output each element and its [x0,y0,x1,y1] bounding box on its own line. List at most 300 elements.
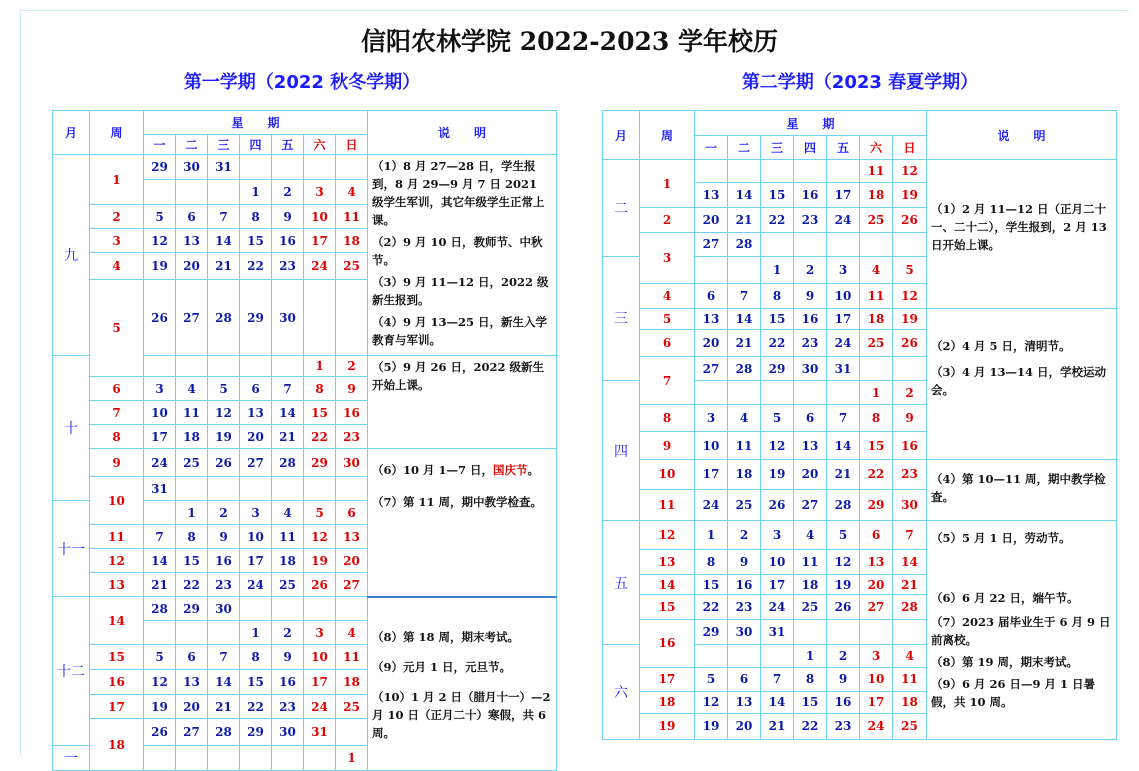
week-number: 4 [90,253,144,280]
day-cell: 27 [176,719,208,746]
day-cell: 30 [208,597,240,621]
page-title: 信阳农林学院 2022-2023 学年校历 [361,27,778,56]
day-cell: 28 [893,595,927,620]
week-number: 17 [90,695,144,719]
day-cell: 4 [336,621,368,645]
day-cell: 8 [695,549,728,574]
note-item: （4）9 月 13—25 日，新生入学教育与军训。 [372,315,548,347]
header-day-5: 五 [827,136,860,160]
week-number: 15 [640,595,695,620]
day-cell: 3 [761,520,794,549]
day-cell: 8 [860,405,893,432]
notes-block-4 [368,597,557,771]
day-cell: 17 [695,459,728,489]
day-cell: 27 [695,357,728,381]
day-cell [761,232,794,256]
day-cell: 23 [728,595,761,620]
day-cell: 23 [827,713,860,739]
header-day-7: 日 [336,135,368,155]
header-weekday-group: 星 期 [144,111,368,135]
month-cell: 十 [53,356,90,501]
day-cell: 4 [794,520,827,549]
day-cell: 27 [176,280,208,356]
day-cell: 1 [695,520,728,549]
day-cell: 15 [794,691,827,713]
day-cell: 27 [860,595,893,620]
week-number: 2 [640,208,695,232]
day-cell: 30 [272,719,304,746]
header-day-2: 二 [176,135,208,155]
day-cell: 18 [176,425,208,449]
day-cell: 4 [176,377,208,401]
day-cell: 18 [272,549,304,573]
day-cell: 27 [336,573,368,597]
week-number: 11 [90,525,144,549]
day-cell: 4 [728,405,761,432]
day-cell: 19 [827,575,860,595]
day-cell [761,160,794,183]
note-item: （8）第 19 周，期末考试。 [931,654,1079,669]
week-number: 10 [90,477,144,525]
day-cell: 1 [860,381,893,405]
day-cell: 19 [695,713,728,739]
day-cell: 14 [144,549,176,573]
day-cell [728,256,761,283]
day-cell: 13 [728,691,761,713]
week-number: 9 [90,449,144,477]
day-cell: 2 [794,256,827,283]
calendar-row [603,308,1117,329]
day-cell: 3 [240,501,272,525]
day-cell: 19 [893,308,927,329]
day-cell: 13 [794,432,827,459]
day-cell: 9 [208,525,240,549]
note-item: （1）8 月 27—28 日，学生报到，8 月 29—9 月 7 日 2021 级学生军训，其它年级学生正常上课。 [372,159,545,227]
day-cell: 22 [860,459,893,489]
day-cell [304,746,336,771]
day-cell: 26 [144,280,176,356]
national-day-holiday: 国庆节 [493,463,528,477]
day-cell: 21 [728,208,761,232]
day-cell: 6 [240,377,272,401]
day-cell: 12 [893,160,927,183]
day-cell: 31 [208,155,240,180]
semester2-calendar-table [602,110,1117,740]
day-cell [240,477,272,501]
day-cell: 6 [728,667,761,691]
day-cell: 26 [144,719,176,746]
day-cell: 8 [761,283,794,308]
day-cell: 1 [761,256,794,283]
day-cell [240,746,272,771]
day-cell: 14 [728,308,761,329]
day-cell: 31 [304,719,336,746]
calendar-row [603,459,1117,489]
week-number: 1 [90,155,144,205]
day-cell: 15 [240,670,272,695]
page-frame-left [20,10,21,755]
day-cell: 23 [336,425,368,449]
day-cell: 26 [893,329,927,356]
day-cell: 25 [794,595,827,620]
day-cell: 26 [208,449,240,477]
week-number: 6 [90,377,144,401]
day-cell: 5 [695,667,728,691]
day-cell: 16 [728,575,761,595]
day-cell: 14 [761,691,794,713]
day-cell [176,356,208,377]
day-cell: 2 [728,520,761,549]
day-cell: 12 [695,691,728,713]
day-cell [336,155,368,180]
day-cell: 9 [794,283,827,308]
note-text: 。 [527,463,540,477]
day-cell: 4 [860,256,893,283]
day-cell: 31 [827,357,860,381]
day-cell: 29 [860,489,893,520]
day-cell: 30 [893,489,927,520]
day-cell: 13 [860,549,893,574]
note-item: （8）第 18 周，期末考试。 [372,629,520,644]
day-cell: 10 [695,432,728,459]
day-cell [176,180,208,205]
day-cell [208,746,240,771]
day-cell: 17 [144,425,176,449]
day-cell [860,357,893,381]
day-cell: 30 [336,449,368,477]
day-cell [695,381,728,405]
day-cell: 20 [728,713,761,739]
day-cell: 5 [761,405,794,432]
day-cell: 19 [144,695,176,719]
day-cell: 15 [304,401,336,425]
day-cell: 6 [860,520,893,549]
day-cell: 13 [176,670,208,695]
month-cell: 二 [603,160,640,256]
day-cell: 19 [144,253,176,280]
day-cell: 16 [272,670,304,695]
day-cell: 5 [893,256,927,283]
day-cell: 23 [272,695,304,719]
day-cell [827,232,860,256]
notes-block-2 [368,356,557,449]
day-cell: 20 [176,695,208,719]
day-cell: 16 [893,432,927,459]
week-number: 5 [90,280,144,377]
day-cell: 17 [860,691,893,713]
day-cell: 1 [240,180,272,205]
note-text: （6）10 月 1—7 日， [372,463,494,477]
day-cell: 14 [728,183,761,208]
day-cell: 27 [794,489,827,520]
day-cell: 10 [240,525,272,549]
day-cell [695,645,728,667]
day-cell: 14 [208,229,240,253]
day-cell: 1 [304,356,336,377]
day-cell: 25 [176,449,208,477]
day-cell: 8 [240,645,272,670]
day-cell: 15 [761,308,794,329]
day-cell: 29 [761,357,794,381]
day-cell: 10 [761,549,794,574]
day-cell: 21 [208,253,240,280]
day-cell [144,356,176,377]
note-item: （1）2 月 11—12 日（正月二十一、二十二），学生报到，2 月 13 日开始上课。 [931,202,1107,253]
day-cell: 11 [728,432,761,459]
day-cell: 31 [761,620,794,645]
day-cell: 13 [336,525,368,549]
day-cell: 22 [304,425,336,449]
day-cell: 7 [208,205,240,229]
day-cell: 4 [272,501,304,525]
day-cell [794,160,827,183]
day-cell: 1 [176,501,208,525]
day-cell: 21 [893,575,927,595]
notes-block-2 [927,308,1117,459]
day-cell: 20 [240,425,272,449]
day-cell [794,620,827,645]
day-cell: 29 [240,719,272,746]
week-number: 4 [640,283,695,308]
week-number: 10 [640,459,695,489]
day-cell: 22 [761,329,794,356]
week-number: 16 [640,620,695,667]
day-cell [336,597,368,621]
day-cell [304,477,336,501]
day-cell: 16 [336,401,368,425]
day-cell: 12 [208,401,240,425]
day-cell: 29 [144,155,176,180]
day-cell: 31 [144,477,176,501]
day-cell: 5 [144,205,176,229]
note-item: （5）5 月 1 日，劳动节。 [931,530,1071,545]
day-cell: 23 [794,329,827,356]
note-item: （7）第 11 周，期中教学检查。 [372,495,543,509]
day-cell: 15 [695,575,728,595]
day-cell: 5 [827,520,860,549]
day-cell [728,381,761,405]
day-cell [176,477,208,501]
day-cell: 13 [240,401,272,425]
week-number: 14 [90,597,144,645]
note-item: （7）2023 届毕业生于 6 月 9 日前离校。 [931,614,1111,647]
day-cell: 15 [176,549,208,573]
day-cell: 14 [272,401,304,425]
day-cell [176,746,208,771]
day-cell: 7 [144,525,176,549]
day-cell [728,160,761,183]
note-item: （9）6 月 26 日—9 月 1 日暑假，共 10 周。 [931,676,1096,709]
day-cell: 18 [728,459,761,489]
day-cell: 3 [860,645,893,667]
week-number: 17 [640,667,695,691]
day-cell: 16 [827,691,860,713]
day-cell [794,232,827,256]
day-cell: 28 [272,449,304,477]
day-cell: 6 [794,405,827,432]
calendar-row [603,520,1117,549]
day-cell: 20 [695,208,728,232]
month-cell: 一 [53,746,90,771]
week-number: 18 [90,719,144,771]
note-item: （5）9 月 26 日，2022 级新生开始上课。 [372,360,545,392]
day-cell: 20 [695,329,728,356]
day-cell: 7 [761,667,794,691]
day-cell [695,160,728,183]
day-cell [208,180,240,205]
day-cell: 12 [893,283,927,308]
header-day-5: 五 [272,135,304,155]
day-cell: 18 [860,183,893,208]
day-cell: 1 [794,645,827,667]
note-item: （3）4 月 13—14 日，学校运动会。 [931,364,1107,397]
day-cell: 28 [728,357,761,381]
day-cell: 12 [827,549,860,574]
day-cell [336,280,368,356]
notes-block-3 [927,459,1117,520]
week-number: 14 [640,575,695,595]
notes-block-3 [368,449,557,597]
day-cell: 30 [272,280,304,356]
day-cell: 22 [240,695,272,719]
week-number: 7 [90,401,144,425]
week-number: 3 [90,229,144,253]
header-day-6: 六 [304,135,336,155]
note-item: （2）4 月 5 日，清明节。 [931,338,1071,353]
day-cell: 9 [272,645,304,670]
header-month: 月 [53,111,90,155]
day-cell: 25 [860,329,893,356]
day-cell: 16 [272,229,304,253]
note-item: （3）9 月 11—12 日，2022 级新生报到。 [372,275,549,307]
week-number: 18 [640,691,695,713]
day-cell: 18 [336,670,368,695]
day-cell: 11 [794,549,827,574]
day-cell: 27 [240,449,272,477]
day-cell [144,621,176,645]
day-cell: 6 [695,283,728,308]
note-item: （9）元月 1 日，元旦节。 [372,659,512,674]
day-cell: 9 [272,205,304,229]
day-cell: 16 [208,549,240,573]
day-cell: 17 [761,575,794,595]
day-cell: 3 [304,180,336,205]
note-item: （4）第 10—11 周，期中教学检查。 [931,471,1106,504]
header-day-3: 三 [208,135,240,155]
day-cell: 20 [176,253,208,280]
day-cell: 20 [794,459,827,489]
day-cell: 23 [272,253,304,280]
day-cell: 2 [208,501,240,525]
day-cell: 22 [794,713,827,739]
day-cell: 21 [144,573,176,597]
day-cell: 1 [336,746,368,771]
day-cell: 23 [208,573,240,597]
day-cell: 11 [860,283,893,308]
day-cell [240,356,272,377]
week-number: 15 [90,645,144,670]
semester2-title: 第二学期（2023 春夏学期） [741,72,979,93]
day-cell: 21 [761,713,794,739]
day-cell: 19 [761,459,794,489]
week-number: 8 [640,405,695,432]
day-cell: 15 [240,229,272,253]
calendar-row [603,160,1117,183]
day-cell: 30 [176,155,208,180]
day-cell [208,477,240,501]
day-cell [336,719,368,746]
day-cell [144,501,176,525]
day-cell: 26 [304,573,336,597]
day-cell: 6 [336,501,368,525]
week-number: 3 [640,232,695,283]
month-cell: 十一 [53,501,90,597]
week-number: 8 [90,425,144,449]
month-cell: 十二 [53,597,90,746]
day-cell: 6 [176,205,208,229]
day-cell: 22 [695,595,728,620]
day-cell: 17 [827,183,860,208]
day-cell: 25 [893,713,927,739]
day-cell: 22 [761,208,794,232]
week-number: 6 [640,329,695,356]
day-cell: 25 [272,573,304,597]
calendar-row [53,597,557,621]
day-cell: 25 [728,489,761,520]
day-cell [893,357,927,381]
header-notes: 说 明 [927,111,1117,160]
day-cell: 20 [860,575,893,595]
day-cell: 4 [336,180,368,205]
day-cell [272,597,304,621]
header-month: 月 [603,111,640,160]
day-cell: 19 [208,425,240,449]
day-cell: 7 [208,645,240,670]
week-number: 12 [640,520,695,549]
day-cell: 11 [893,667,927,691]
header-day-7: 日 [893,136,927,160]
day-cell [827,381,860,405]
day-cell: 7 [827,405,860,432]
day-cell: 24 [761,595,794,620]
notes-block-4 [927,520,1117,739]
note-item: （6）6 月 22 日，端午节。 [931,590,1079,605]
day-cell: 23 [794,208,827,232]
day-cell: 14 [893,549,927,574]
day-cell: 24 [304,253,336,280]
day-cell: 8 [176,525,208,549]
day-cell [304,280,336,356]
day-cell: 28 [144,597,176,621]
header-weekday-group: 星 期 [695,111,927,136]
day-cell: 24 [827,329,860,356]
week-number: 13 [90,573,144,597]
day-cell: 5 [144,645,176,670]
day-cell: 29 [304,449,336,477]
week-number: 2 [90,205,144,229]
day-cell: 7 [272,377,304,401]
calendar-row [53,449,557,477]
day-cell: 24 [240,573,272,597]
day-cell: 3 [695,405,728,432]
day-cell: 3 [827,256,860,283]
day-cell: 23 [893,459,927,489]
note-item: （10）1 月 2 日（腊月十一）—2 月 10 日（正月二十）寒假，共 6 周。 [372,689,551,740]
day-cell: 24 [827,208,860,232]
day-cell [144,746,176,771]
day-cell: 6 [176,645,208,670]
day-cell: 30 [728,620,761,645]
